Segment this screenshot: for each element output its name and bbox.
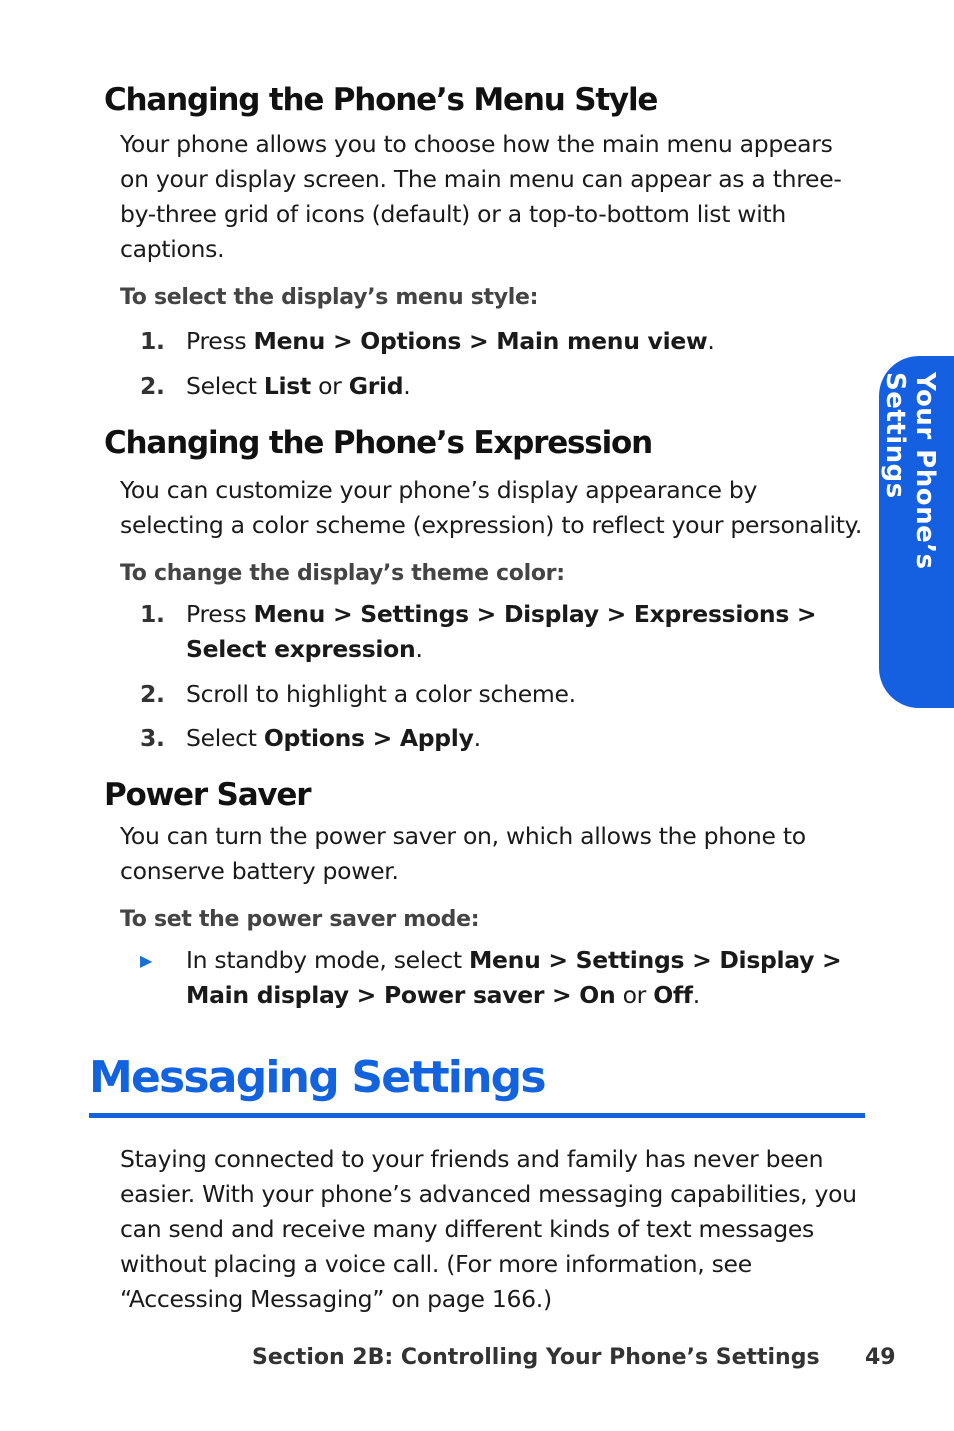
section-body-expression: You can customize your phone’s display appearance by selecting a color scheme (expression) to reflect your personality.	[120, 476, 863, 539]
step-item	[140, 369, 865, 404]
procedure-lead-menu-style: To select the display’s menu style:	[120, 285, 539, 310]
procedure-lead-power-saver: To set the power saver mode:	[120, 907, 480, 932]
section-heading-power-saver: Power Saver	[104, 777, 311, 813]
footer-section-label: Section 2B: Controlling Your Phone’s Settings	[252, 1345, 820, 1370]
procedure-lead-expression: To change the display’s theme color:	[120, 561, 565, 586]
section-body-power-saver: You can turn the power saver on, which allows the phone to conserve battery power.	[120, 822, 806, 885]
step-item	[140, 677, 865, 712]
footer-page-number: 49	[865, 1345, 896, 1370]
bullet-arrow-icon: ▶	[140, 951, 153, 970]
step-item	[140, 721, 865, 756]
step-text: Press Menu > Options > Main menu view.	[186, 327, 715, 355]
section-heading-expression: Changing the Phone’s Expression	[104, 425, 652, 461]
step-text: In standby mode, select Menu > Settings > Display > Main display > Power saver > On or Off.	[186, 946, 842, 1009]
step-item	[140, 324, 865, 359]
step-number: 2.	[140, 680, 165, 708]
step-number: 1.	[140, 327, 165, 355]
step-number: 2.	[140, 372, 165, 400]
step-item	[140, 597, 865, 667]
page-title-messaging-settings: Messaging Settings	[89, 1052, 545, 1103]
step-item	[140, 943, 865, 1013]
step-text: Select Options > Apply.	[186, 724, 481, 752]
messaging-body: Staying connected to your friends and family has never been easier. With your phone’s advanced messaging capabilities, you can send and receive many different kinds of text messages without placing a voice call. (For more information, see “Accessing Messaging” on page 166.)	[120, 1145, 857, 1313]
step-text: Select List or Grid.	[186, 372, 411, 400]
step-number: 1.	[140, 600, 165, 628]
title-divider	[89, 1113, 865, 1118]
step-text: Scroll to highlight a color scheme.	[186, 680, 576, 708]
section-body-menu-style: Your phone allows you to choose how the main menu appears on your display screen. The main menu can appear as a three-by-three grid of icons (default) or a top-to-bottom list with captions.	[120, 130, 842, 263]
step-text: Press Menu > Settings > Display > Expressions > Select expression.	[186, 600, 817, 663]
step-number: 3.	[140, 724, 165, 752]
section-heading-menu-style: Changing the Phone’s Menu Style	[104, 82, 658, 118]
side-tab-label: Your Phone’s Settings	[880, 372, 940, 570]
